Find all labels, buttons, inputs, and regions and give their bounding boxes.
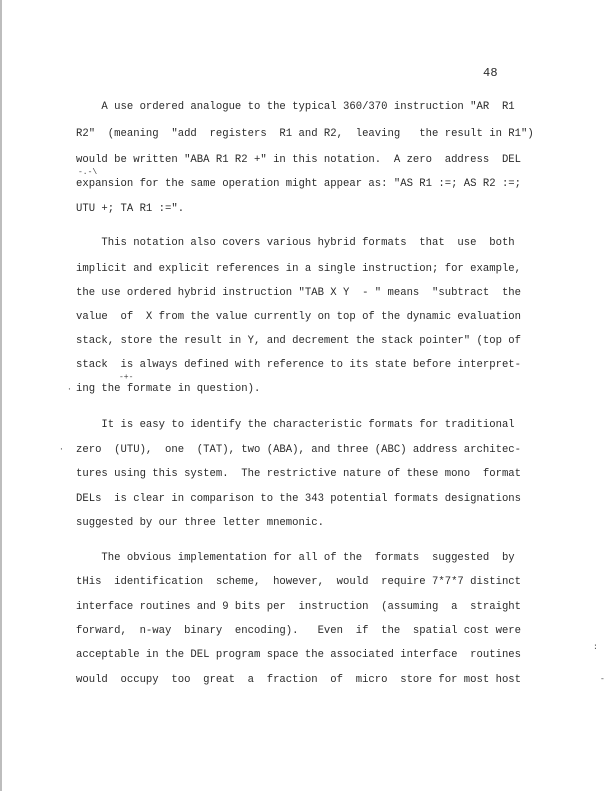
- text-line: value of X from the value currently on top of the dynamic evaluation: [76, 311, 522, 323]
- text-line: A use ordered analogue to the typical 360/370 instruction "AR R1: [76, 101, 515, 113]
- text-line: ing the formate in question).: [76, 383, 261, 395]
- text-line: suggested by our three letter mnemonic.: [76, 517, 324, 529]
- text-line: implicit and explicit references in a single instruction; for example,: [76, 263, 522, 275]
- text-line: DELs is clear in comparison to the 343 potential formats designations: [76, 493, 522, 505]
- text-line: would be written "ABA R1 R2 +" in this notation. A zero address DEL: [76, 154, 522, 166]
- text-line: forward, n-way binary encoding). Even if the spatial cost were: [76, 625, 522, 637]
- text-line: R2" (meaning "add registers R1 and R2, leaving the result in R1"): [76, 128, 534, 140]
- page-left-edge: [0, 0, 2, 791]
- margin-mark: ·: [59, 445, 64, 454]
- text-line: zero (UTU), one (TAT), two (ABA), and three (ABC) address architec-: [76, 444, 522, 456]
- text-line: acceptable in the DEL program space the associated interface routines: [76, 649, 522, 661]
- text-line: interface routines and 9 bits per instruction (assuming a straight: [76, 601, 522, 613]
- text-line: stack, store the result in Y, and decrement the stack pointer" (top of: [76, 335, 522, 347]
- text-line: would occupy too great a fraction of micro store for most host: [76, 674, 522, 686]
- margin-mark: :: [593, 643, 598, 652]
- handwritten-mark: -+-: [119, 373, 134, 382]
- handwritten-mark: -.-\: [78, 168, 98, 177]
- margin-mark: ·: [67, 385, 72, 394]
- text-line: It is easy to identify the characteristic formats for traditional: [76, 419, 515, 431]
- margin-mark: -: [600, 675, 605, 684]
- text-line: tures using this system. The restrictive nature of these mono format: [76, 468, 522, 480]
- text-line: This notation also covers various hybrid formats that use both: [76, 237, 515, 249]
- page-number: 48: [483, 66, 498, 80]
- text-line: UTU +; TA R1 :=".: [76, 203, 185, 215]
- text-line: tHis identification scheme, however, would require 7*7*7 distinct: [76, 576, 522, 588]
- text-line: stack is always defined with reference to its state before interpret-: [76, 359, 522, 371]
- text-line: The obvious implementation for all of the formats suggested by: [76, 552, 515, 564]
- text-line: the use ordered hybrid instruction "TAB X Y - " means "subtract the: [76, 287, 522, 299]
- text-line: expansion for the same operation might appear as: "AS R1 :=; AS R2 :=;: [76, 178, 522, 190]
